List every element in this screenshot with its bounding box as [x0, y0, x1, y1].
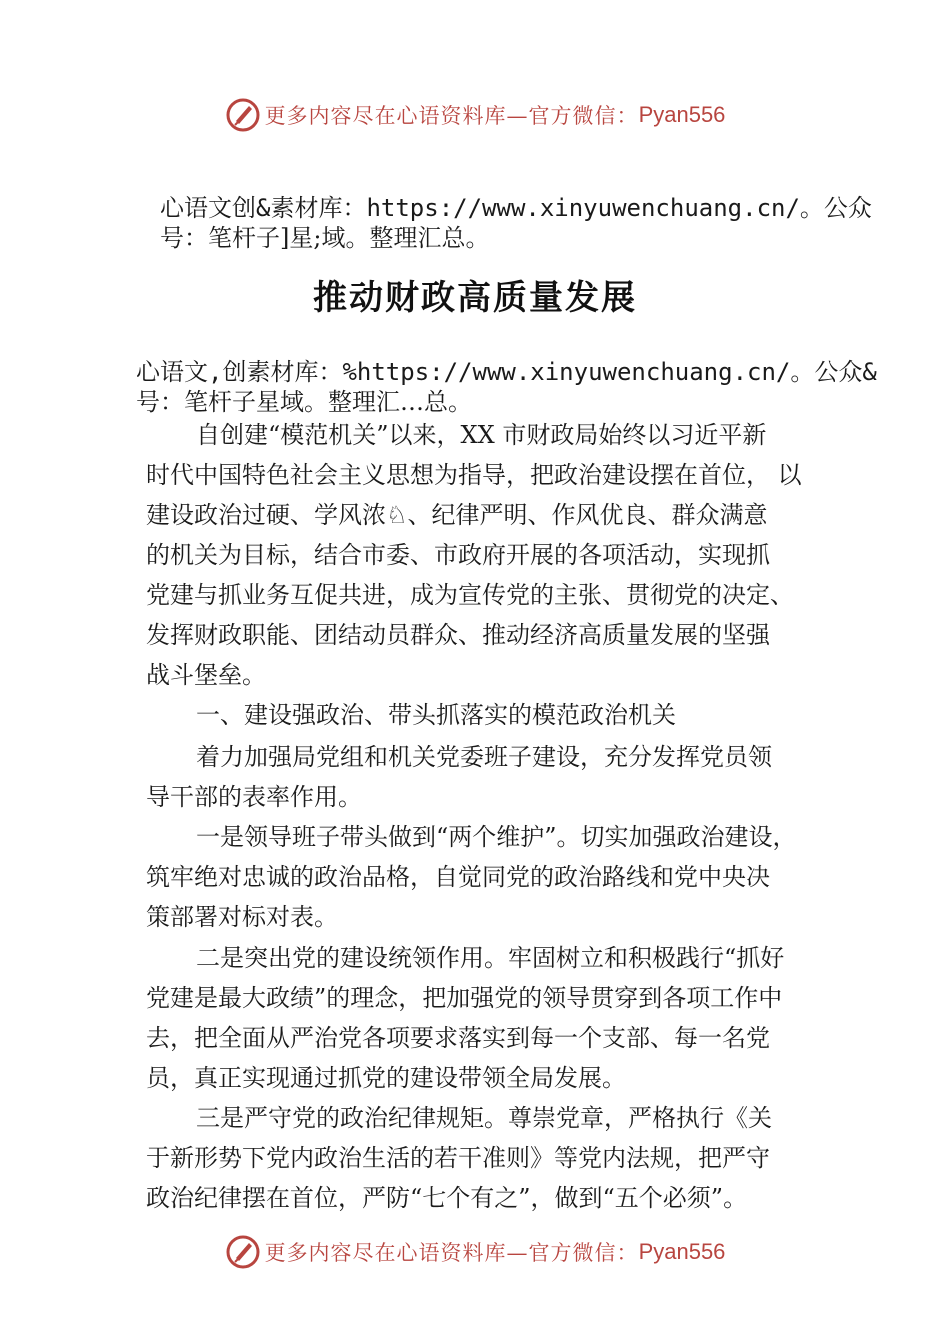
text-line: 二是突出党的建设统领作用。牢固树立和积极践行“抓好 — [196, 944, 785, 972]
text-line: 导干部的表率作用。 — [146, 783, 362, 811]
text-line: 党建是最大政绩”的理念，把加强党的领导贯穿到各项工作中 — [146, 984, 783, 1012]
source-note-line-1: 心语文创&素材库：https://www.xinyuwenchuang.cn/。公众 — [160, 194, 872, 222]
text-line: 党建与抓业务互促共进，成为宣传党的主张、贯彻党的决定、 — [146, 581, 794, 609]
heading-text: 一、建设强政治、带头抓落实的模范政治机关 — [196, 701, 676, 729]
text-line: 自创建“模范机关”以来，XX 市财政局始终以习近平新 — [196, 421, 767, 449]
paragraph-4 — [146, 938, 818, 1098]
banner-wechat-id: Pyan556 — [638, 102, 726, 127]
banner-wechat-id: Pyan556 — [638, 1239, 726, 1264]
text-line: 去，把全面从严治党各项要求落实到每一个支部、每一名党 — [146, 1024, 770, 1052]
source-note2-line-2: 号：笔杆子星域。整理汇…总。 — [136, 388, 472, 416]
banner-text: 更多内容尽在心语资料库—官方微信： — [264, 104, 639, 128]
document-title: 推动财政高质量发展 — [313, 278, 637, 318]
paragraph-3 — [146, 817, 818, 937]
section-heading-1 — [146, 695, 818, 735]
text-line: 的机关为目标，结合市委、市政府开展的各项活动，实现抓 — [146, 541, 770, 569]
text-line: 策部署对标对表。 — [146, 903, 338, 931]
text-line: 筑牢绝对忠诚的政治品格，自觉同党的政治路线和党中央决 — [146, 863, 770, 891]
text-line: 建设政治过硬、学风浓♘、纪律严明、作风优良、群众满意 — [146, 501, 768, 529]
text-line: 于新形势下党内政治生活的若干准则》等党内法规，把严守 — [146, 1144, 770, 1172]
text-line: 战斗堡垒。 — [146, 661, 266, 689]
banner-text: 更多内容尽在心语资料库—官方微信： — [264, 1241, 639, 1265]
paragraph-intro — [146, 415, 818, 695]
paragraph-5 — [146, 1098, 818, 1218]
brand-logo-icon — [225, 1234, 261, 1270]
text-line: 政治纪律摆在首位，严防“七个有之”，做到“五个必须”。 — [146, 1184, 748, 1212]
text-line: 发挥财政职能、团结动员群众、推动经济高质量发展的坚强 — [146, 621, 770, 649]
footer-banner — [0, 1232, 950, 1272]
paragraph-2 — [146, 737, 818, 817]
source-note-line-2: 号：笔杆子]星;域。整理汇总。 — [160, 224, 490, 252]
text-line: 员，真正实现通过抓党的建设带领全局发展。 — [146, 1064, 626, 1092]
source-note2-line-1: 心语文,创素材库：%https://www.xinyuwenchuang.cn/。公众& — [136, 358, 877, 386]
text-line: 三是严守党的政治纪律规矩。尊崇党章，严格执行《关 — [196, 1104, 772, 1132]
brand-logo-icon — [225, 97, 261, 133]
text-line: 一是领导班子带头做到“两个维护”。切实加强政治建设， — [196, 823, 797, 851]
header-banner — [0, 95, 950, 135]
text-line: 着力加强局党组和机关党委班子建设，充分发挥党员领 — [196, 743, 772, 771]
text-line: 时代中国特色社会主义思想为指导，把政治建设摆在首位， 以 — [146, 461, 802, 489]
